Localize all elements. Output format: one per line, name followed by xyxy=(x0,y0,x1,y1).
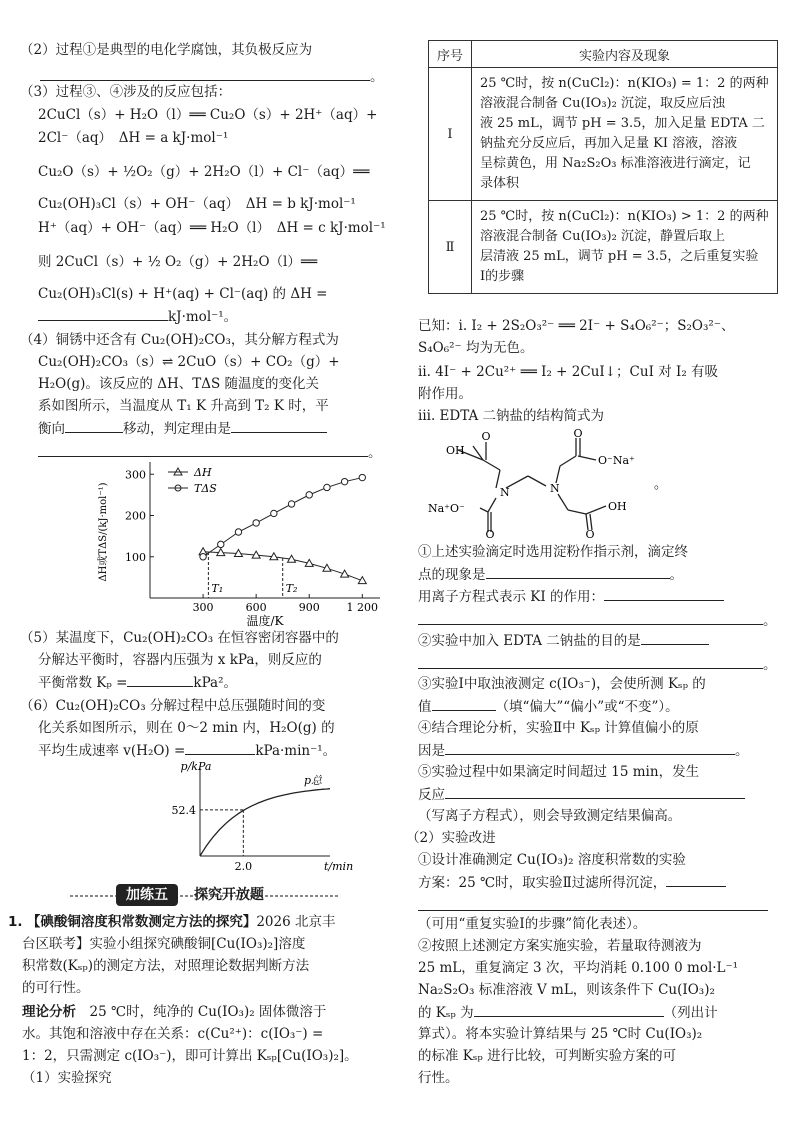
improve-title: （2）实验改进 xyxy=(406,830,496,846)
improve2-line5: 算式）。将本实验计算结果与 25 ℃时 Cu(IO₃)₂ xyxy=(418,1026,703,1042)
table-row-2 xyxy=(429,201,778,294)
y-mark-label: 52.4 xyxy=(171,803,196,817)
theory-line3: 1：2，只需测定 c(IO₃⁻)，即可计算出 Kₛₚ[Cu(IO₃)₂]。 xyxy=(22,1048,358,1064)
theory-line2: 水。其饱和溶液中存在关系：c(Cu²⁺)：c(IO₃⁻) = xyxy=(22,1026,324,1042)
improve1-line3: （可用“重复实验Ⅰ的步骤”简化表述）。 xyxy=(418,916,647,932)
known-line2: S₄O₆²⁻ 均为无色。 xyxy=(418,340,534,356)
tds-point xyxy=(341,478,347,484)
step5-line2: 反应 xyxy=(418,784,745,806)
table-header-row xyxy=(429,41,778,68)
q6-line2: 化关系如图所示，则在 0～2 min 内，H₂O(g) 的 xyxy=(38,720,335,736)
known-line4: 附作用。 xyxy=(418,386,472,402)
t1-label: T₁ xyxy=(211,582,224,595)
improve2-line2: 25 mL，重复滴定 3 次，平均消耗 0.100 0 mol·L⁻¹ xyxy=(418,960,739,976)
legend-tds: TΔS xyxy=(194,482,217,495)
edta-ona: O⁻Na⁺ xyxy=(598,454,635,467)
banner-title: 探究开放题 xyxy=(194,887,264,903)
edta-o-top: O xyxy=(481,430,491,443)
step1-line4: 。 xyxy=(418,610,780,632)
improve2-line1: ②按照上述测定方案实施实验，若量取待测液为 xyxy=(418,938,702,954)
pressure-time-chart xyxy=(160,760,354,880)
q4-line4: 系如图所示，当温度从 T₁ K 升高到 T₂ K 时，平 xyxy=(38,398,329,414)
improve2-line7: 行性。 xyxy=(418,1070,459,1086)
x-tick-label: 600 xyxy=(245,601,267,614)
improve1-line2: 方案：25 ℃时，取实验Ⅱ过滤所得沉淀， xyxy=(418,872,726,894)
delta-h-line xyxy=(203,552,362,581)
experiment-table xyxy=(428,40,778,294)
q4-line1: （4）铜锈中还含有 Cu₂(OH)₂CO₃，其分解方程式为 xyxy=(20,332,339,348)
q6-line3: 平均生成速率 v(H₂O) = kPa·min⁻¹。 xyxy=(38,740,336,762)
problem1-line2: 台区联考】实验小组探究碘酸铜[Cu(IO₃)₂]溶度 xyxy=(22,936,306,952)
x-mark-label: 2.0 xyxy=(234,860,253,873)
q2-answer-line: 。 xyxy=(40,66,390,88)
eq2-line2: Cu₂(OH)₃Cl（s）+ OH⁻（aq） ΔH = b kJ·mol⁻¹ xyxy=(38,196,356,212)
improve2-line3: Na₂S₂O₃ 标准溶液 V mL，则该条件下 Cu(IO₃)₂ xyxy=(418,982,715,998)
row2-content: 25 ℃时，按 n(CuCl₂)：n(KIO₃) > 1：2 的两种 溶液混合制备 Cu(IO₃)₂ 沉淀，静置后取上 层清液 25 mL，调节 pH = 3.5，之后重复实验 Ⅰ的步骤 xyxy=(472,201,778,294)
q4-line5: 衡向 移动，判定理由是 xyxy=(38,418,327,440)
edta-period: 。 xyxy=(654,477,668,492)
y-axis-label: ΔH或TΔS/(kJ·mol⁻¹) xyxy=(98,482,109,582)
step2-line1: ②实验中加入 EDTA 二钠盐的目的是 xyxy=(418,630,709,652)
eq2-line1: Cu₂O（s）+ ½O₂（g）+ 2H₂O（l）+ Cl⁻（aq）══ xyxy=(38,164,370,180)
improve2-line6: 的标准 Kₛₚ 进行比较，可判断实验方案的可 xyxy=(418,1048,677,1064)
problem1-line4: 的可行性。 xyxy=(22,980,90,996)
step5-line1: ⑤实验过程中如果滴定时间超过 15 min，发生 xyxy=(418,764,700,780)
edta-o-top-right: O xyxy=(573,427,583,440)
step5-line3: （写离子方程式），则会导致测定结果偏高。 xyxy=(418,808,682,824)
y-tick-label: 200 xyxy=(125,509,146,523)
delta-h-tds-chart xyxy=(90,458,390,628)
tds-point xyxy=(306,492,312,498)
y-tick-label: 100 xyxy=(125,550,146,564)
known-line3: ⅱ. 4I⁻ + 2Cu²⁺ ══ I₂ + 2CuI↓；CuI 对 I₂ 有吸 xyxy=(418,364,719,380)
q3-title: （3）过程③、④涉及的反应包括： xyxy=(20,84,232,100)
q4-line3: H₂O(g)。该反应的 ΔH、TΔS 随温度的变化关 xyxy=(38,376,320,392)
eq3: H⁺（aq）+ OH⁻（aq）══ H₂O（l） ΔH = c kJ·mol⁻¹ xyxy=(38,220,386,236)
tds-point xyxy=(253,520,259,526)
step3-line1: ③实验Ⅰ中取浊液测定 c(IO₃⁻)，会使所测 Kₛₚ 的 xyxy=(418,676,706,692)
edta-oh-left: OH xyxy=(446,444,465,457)
row2-id: Ⅱ xyxy=(429,201,472,294)
known-line5: ⅲ. EDTA 二钠盐的结构简式为 xyxy=(418,408,605,424)
eq4-line2: Cu₂(OH)₃Cl(s) + H⁺(aq) + Cl⁻(aq) 的 ΔH = xyxy=(38,286,328,302)
q4-line2: Cu₂(OH)₂CO₃（s）⇌ 2CuO（s）+ CO₂（g）+ xyxy=(38,354,340,370)
q5-line2: 分解达平衡时，容器内压强为 x kPa，则反应的 xyxy=(38,652,322,668)
step1-line3: 用离子方程式表示 KI 的作用： xyxy=(418,586,724,608)
eq4-line1: 则 2CuCl（s）+ ½ O₂（g）+ 2H₂O（l）══ xyxy=(38,254,318,270)
exp-title: （1）实验探究 xyxy=(22,1070,112,1086)
legend-delta-h: ΔH xyxy=(194,466,212,479)
problem1-line1: 1. 【碘酸铜溶度积常数测定方法的探究】2026 北京丰 xyxy=(8,914,336,930)
theory-line1: 理论分析 25 ℃时，纯净的 Cu(IO₃)₂ 固体微溶于 xyxy=(22,1004,327,1020)
tds-line xyxy=(203,478,362,557)
eq1-line1: 2CuCl（s）+ H₂O（l）══ Cu₂O（s）+ 2H⁺（aq）+ xyxy=(38,107,378,123)
section-banner xyxy=(110,884,300,906)
tds-point xyxy=(324,484,330,490)
delta-h-point xyxy=(358,577,366,584)
tds-point xyxy=(271,510,277,516)
tds-point xyxy=(288,501,294,507)
edta-n-left: N xyxy=(500,486,510,499)
pressure-curve xyxy=(200,789,330,856)
q4-answer-line: 。 xyxy=(38,442,388,464)
tds-point xyxy=(235,529,241,535)
t2-label: T₂ xyxy=(285,582,298,595)
edta-oh-right: OH xyxy=(608,500,627,513)
q5-line3: 平衡常数 Kₚ = kPa²。 xyxy=(38,672,237,694)
y-axis-label: p/kPa xyxy=(180,760,212,773)
step4-line2: 因是 。 xyxy=(418,740,749,762)
eq1-line2: 2Cl⁻（aq） ΔH = a kJ·mol⁻¹ xyxy=(38,130,229,146)
eq4-line3: kJ·mol⁻¹。 xyxy=(38,306,237,328)
edta-o-bottom: O xyxy=(485,528,495,541)
banner-tag: 加练五 xyxy=(116,884,178,906)
row1-content: 25 ℃时，按 n(CuCl₂)：n(KIO₃) = 1：2 的两种 溶液混合制备 Cu(IO₃)₂ 沉淀，取反应后浊 液 25 mL，调节 pH = 3.5，加入足量 EDTA 二 钠盐充分反应后，再加入足量 KI 溶液，溶液 呈棕黄色，用 Na₂S₂O₃ 标准溶液进行滴定，记 录体积 xyxy=(472,68,778,201)
table-row-1 xyxy=(429,68,778,201)
q6-line1: （6）Cu₂(OH)₂CO₃ 分解过程中总压强随时间的变 xyxy=(20,698,326,714)
improve2-line4: 的 Kₛₚ 为 （列出计 xyxy=(418,1002,718,1024)
problem1-line3: 积常数(Kₛₚ)的测定方法，对照理论数据判断方法 xyxy=(22,958,310,974)
step2-line2: 。 xyxy=(418,654,780,676)
edta-n-right: N xyxy=(550,482,560,495)
improve1-line1: ①设计准确测定 Cu(IO₃)₂ 溶度积常数的实验 xyxy=(418,852,686,868)
curve-label: p总 xyxy=(304,773,323,787)
step4-line1: ④结合理论分析，实验Ⅱ中 Kₛₚ 计算值偏小的原 xyxy=(418,720,699,736)
edta-o-bottom-right: O xyxy=(585,528,595,541)
tds-point xyxy=(359,474,365,480)
tds-point xyxy=(218,541,224,547)
x-axis-label: 温度/K xyxy=(246,614,284,628)
table-header-id: 序号 xyxy=(429,41,472,68)
q5-line1: （5）某温度下，Cu₂(OH)₂CO₃ 在恒容密闭容器中的 xyxy=(20,630,339,646)
tds-point xyxy=(200,554,206,560)
edta-structure xyxy=(428,427,708,541)
table-header-content: 实验内容及现象 xyxy=(472,41,778,68)
step1-line2: 点的现象是 。 xyxy=(418,564,683,586)
q2-text: （2）过程①是典型的电化学腐蚀，其负极反应为 xyxy=(20,42,313,58)
row1-id: Ⅰ xyxy=(429,68,472,201)
x-tick-label: 900 xyxy=(298,601,320,614)
y-tick-label: 300 xyxy=(125,468,146,482)
x-axis-label: t/min xyxy=(324,860,354,873)
x-tick-label: 300 xyxy=(192,601,214,614)
x-tick-label: 1 200 xyxy=(346,601,379,614)
known-line1: 已知：ⅰ. I₂ + 2S₂O₃²⁻ ══ 2I⁻ + S₄O₆²⁻；S₂O₃²⁻、 xyxy=(418,318,735,334)
edta-nao: Na⁺O⁻ xyxy=(428,502,465,515)
step3-line2: 值 （填“偏大”“偏小”或“不变”）。 xyxy=(418,696,679,718)
step1-line1: ①上述实验滴定时选用淀粉作指示剂，滴定终 xyxy=(418,544,688,560)
